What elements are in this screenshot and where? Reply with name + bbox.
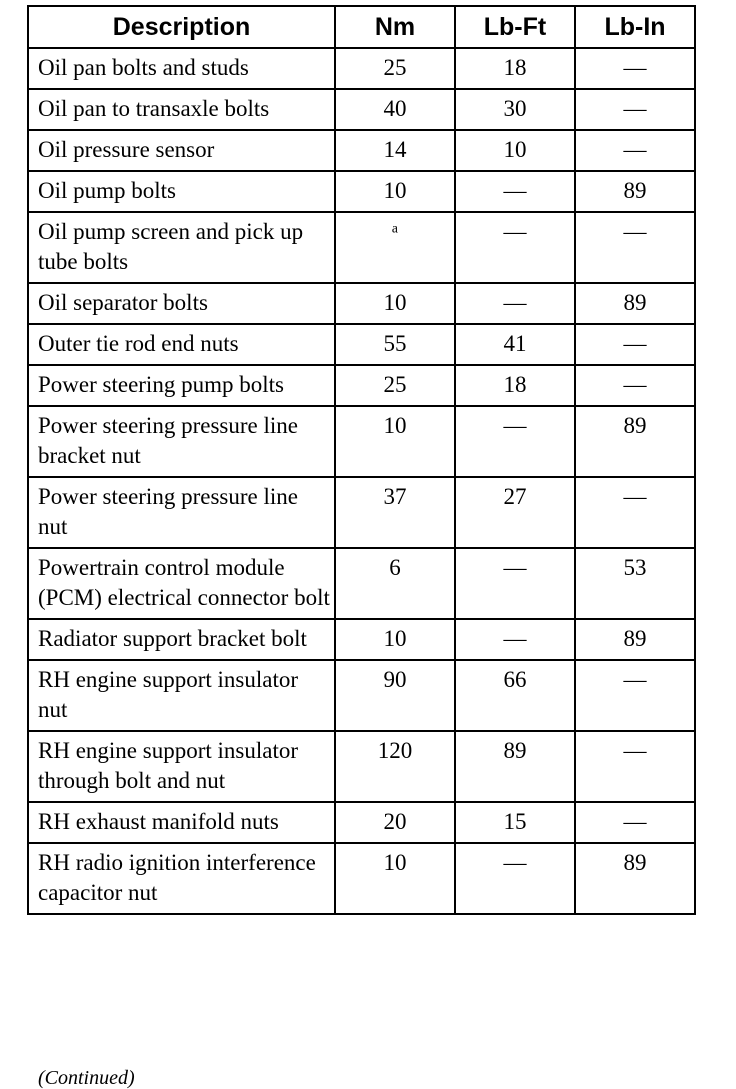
nm-cell: 6	[335, 548, 455, 619]
lb-in-cell: —	[575, 48, 695, 89]
lb-ft-cell: 30	[455, 89, 575, 130]
nm-cell: 25	[335, 48, 455, 89]
lb-in-cell: 89	[575, 171, 695, 212]
lb-ft-cell: 18	[455, 48, 575, 89]
torque-spec-table	[27, 5, 696, 915]
lb-in-cell: —	[575, 212, 695, 283]
lb-in-cell: —	[575, 802, 695, 843]
description-cell: RH exhaust manifold nuts	[28, 802, 335, 843]
description-cell: Radiator support bracket bolt	[28, 619, 335, 660]
header-lb-in: Lb-In	[575, 6, 695, 48]
lb-in-cell: —	[575, 130, 695, 171]
torque-spec-table-container	[27, 5, 694, 915]
nm-cell: 14	[335, 130, 455, 171]
lb-ft-cell: —	[455, 171, 575, 212]
description-cell: Power steering pump bolts	[28, 365, 335, 406]
description-cell: Power steering pressure line bracket nut	[28, 406, 335, 477]
table-row	[28, 130, 695, 171]
header-lb-ft: Lb-Ft	[455, 6, 575, 48]
nm-cell: 40	[335, 89, 455, 130]
lb-ft-cell: —	[455, 406, 575, 477]
nm-cell: 10	[335, 843, 455, 914]
nm-cell: ᵃ	[335, 212, 455, 283]
description-cell: Oil separator bolts	[28, 283, 335, 324]
table-row	[28, 548, 695, 619]
nm-cell: 10	[335, 283, 455, 324]
lb-ft-cell: —	[455, 548, 575, 619]
table-row	[28, 324, 695, 365]
lb-in-cell: —	[575, 89, 695, 130]
table-row	[28, 660, 695, 731]
table-row	[28, 619, 695, 660]
table-header-row	[28, 6, 695, 48]
lb-in-cell: 53	[575, 548, 695, 619]
table-row	[28, 406, 695, 477]
lb-in-cell: —	[575, 324, 695, 365]
lb-ft-cell: —	[455, 619, 575, 660]
nm-cell: 10	[335, 171, 455, 212]
header-description: Description	[28, 6, 335, 48]
table-row	[28, 477, 695, 548]
lb-in-cell: —	[575, 660, 695, 731]
header-nm: Nm	[335, 6, 455, 48]
description-cell: Power steering pressure line nut	[28, 477, 335, 548]
table-row	[28, 843, 695, 914]
lb-ft-cell: —	[455, 283, 575, 324]
lb-ft-cell: 66	[455, 660, 575, 731]
continued-note: (Continued)	[38, 1067, 135, 1089]
table-row	[28, 365, 695, 406]
nm-cell: 10	[335, 619, 455, 660]
lb-ft-cell: 18	[455, 365, 575, 406]
lb-in-cell: —	[575, 365, 695, 406]
description-cell: Oil pan to transaxle bolts	[28, 89, 335, 130]
table-row	[28, 48, 695, 89]
description-cell: RH radio ignition interference capacitor nut	[28, 843, 335, 914]
table-body	[28, 48, 695, 914]
lb-ft-cell: 15	[455, 802, 575, 843]
nm-cell: 120	[335, 731, 455, 802]
table-row	[28, 731, 695, 802]
table-row	[28, 802, 695, 843]
table-row	[28, 212, 695, 283]
table-row	[28, 171, 695, 212]
lb-in-cell: —	[575, 477, 695, 548]
lb-ft-cell: 89	[455, 731, 575, 802]
nm-cell: 37	[335, 477, 455, 548]
lb-in-cell: 89	[575, 843, 695, 914]
lb-in-cell: —	[575, 731, 695, 802]
nm-cell: 20	[335, 802, 455, 843]
table-row	[28, 89, 695, 130]
description-cell: Powertrain control module (PCM) electrical connector bolt	[28, 548, 335, 619]
lb-ft-cell: 41	[455, 324, 575, 365]
nm-cell: 25	[335, 365, 455, 406]
lb-in-cell: 89	[575, 406, 695, 477]
lb-ft-cell: 10	[455, 130, 575, 171]
description-cell: RH engine support insulator nut	[28, 660, 335, 731]
lb-ft-cell: 27	[455, 477, 575, 548]
description-cell: Oil pan bolts and studs	[28, 48, 335, 89]
lb-in-cell: 89	[575, 283, 695, 324]
nm-cell: 10	[335, 406, 455, 477]
description-cell: Oil pressure sensor	[28, 130, 335, 171]
nm-cell: 90	[335, 660, 455, 731]
lb-in-cell: 89	[575, 619, 695, 660]
table-row	[28, 283, 695, 324]
description-cell: Oil pump bolts	[28, 171, 335, 212]
description-cell: Outer tie rod end nuts	[28, 324, 335, 365]
description-cell: RH engine support insulator through bolt and nut	[28, 731, 335, 802]
description-cell: Oil pump screen and pick up tube bolts	[28, 212, 335, 283]
lb-ft-cell: —	[455, 212, 575, 283]
lb-ft-cell: —	[455, 843, 575, 914]
nm-cell: 55	[335, 324, 455, 365]
